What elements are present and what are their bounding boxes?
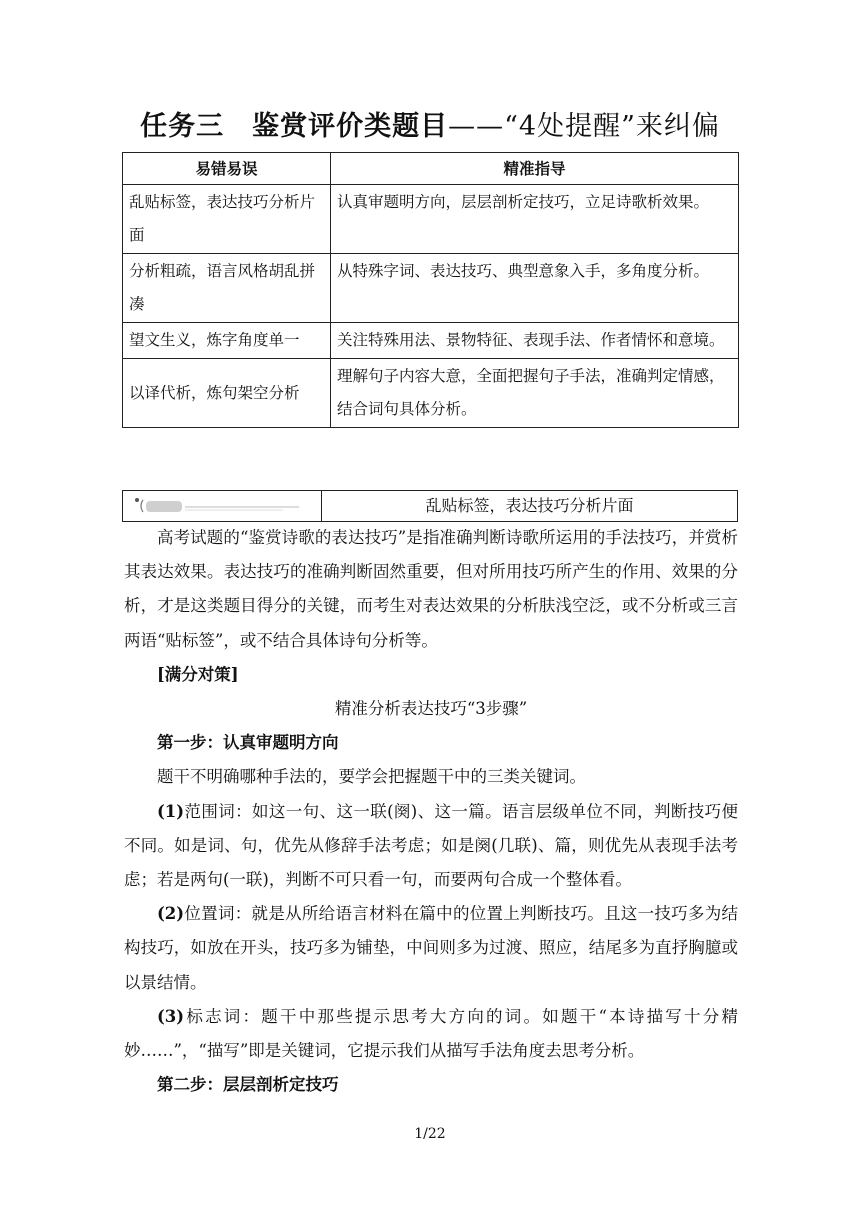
table-row bbox=[123, 323, 739, 359]
item-2 bbox=[124, 897, 738, 1000]
item-3-label: (3) bbox=[157, 1006, 185, 1026]
item-1 bbox=[124, 795, 738, 898]
item-1-label: (1) bbox=[157, 801, 185, 821]
item-1-text: 范围词：如这一句、这一联(阕)、这一篇。语言层级单位不同，判断技巧便不同。如是词、句，优先从修辞手法考虑；如是阕(几联)、篇，则优先从表现手法考虑；若是两句(一联)，判断不可只看一句，而要两句合成一个整体看。 bbox=[124, 801, 738, 890]
table-cell-mistake: 乱贴标签，表达技巧分析片面 bbox=[123, 185, 331, 254]
strategy-label: [满分对策] bbox=[157, 664, 239, 684]
table-row bbox=[123, 254, 739, 323]
table-cell-guidance: 从特殊字词、表达技巧、典型意象入手，多角度分析。 bbox=[331, 254, 739, 323]
page-title bbox=[0, 104, 860, 143]
table-cell-guidance: 认真审题明方向，层层剖析定技巧，立足诗歌析效果。 bbox=[331, 185, 739, 254]
table-cell-guidance: 关注特殊用法、景物特征、表现手法、作者情怀和意境。 bbox=[331, 323, 739, 359]
page-number: 1/22 bbox=[414, 1126, 446, 1142]
table-header-row bbox=[123, 153, 739, 185]
table-row bbox=[123, 359, 739, 428]
title-main: 任务三 鉴赏评价类题目 bbox=[140, 111, 449, 142]
item-2-text: 位置词：就是从所给语言材料在篇中的位置上判断技巧。且这一技巧多为结构技巧，如放在开头，技巧多为铺垫，中间则多为过渡、照应，结尾多为直抒胸臆或以景结情。 bbox=[124, 904, 738, 992]
table-cell-guidance: 理解句子内容大意，全面把握句子手法，准确判定情感，结合词句具体分析。 bbox=[331, 359, 739, 428]
item-3 bbox=[124, 1000, 738, 1068]
table-cell-mistake: 分析粗疏，语言风格胡乱拼凑 bbox=[123, 254, 331, 323]
error-point-tag-icon bbox=[133, 497, 303, 515]
center-heading: 精准分析表达技巧“3步骤” bbox=[334, 699, 528, 719]
table-cell-mistake: 以译代析，炼句架空分析 bbox=[123, 359, 331, 428]
step1-heading: 第一步：认真审题明方向 bbox=[157, 733, 339, 753]
intro-paragraph: 高考试题的“鉴赏诗歌的表达技巧”是指准确判断诗歌所运用的手法技巧，并赏析其表达效果。表达技巧的准确判断固然重要，但对所用技巧所产生的作用、效果的分析，才是这类题目得分的关键，而考生对表达效果的分析肤浅空泛，或不分析或三言两语“贴标签”，或不结合具体诗句分析等。 bbox=[124, 528, 738, 650]
point-tag-cell bbox=[123, 491, 322, 521]
item-3-text: 标志词：题干中那些提示思考大方向的词。如题干“本诗描写十分精妙……”，“描写”即是关键词，它提示我们从描写手法角度去思考分析。 bbox=[124, 1006, 738, 1061]
table-cell-mistake: 望文生义，炼字角度单一 bbox=[123, 323, 331, 359]
step2-heading: 第二步：层层剖析定技巧 bbox=[157, 1075, 339, 1095]
item-2-label: (2) bbox=[157, 904, 185, 924]
table-header-mistake: 易错易误 bbox=[123, 153, 331, 185]
guidance-table bbox=[122, 152, 739, 428]
point-box bbox=[122, 490, 738, 522]
title-sub: ——“4处提醒”来纠偏 bbox=[448, 111, 720, 142]
point-title: 乱贴标签，表达技巧分析片面 bbox=[425, 496, 634, 515]
table-row bbox=[123, 185, 739, 254]
step1-text: 题干不明确哪种手法的，要学会把握题干中的三类关键词。 bbox=[157, 767, 586, 787]
table-header-guidance: 精准指导 bbox=[331, 153, 739, 185]
body-text bbox=[124, 521, 738, 1102]
